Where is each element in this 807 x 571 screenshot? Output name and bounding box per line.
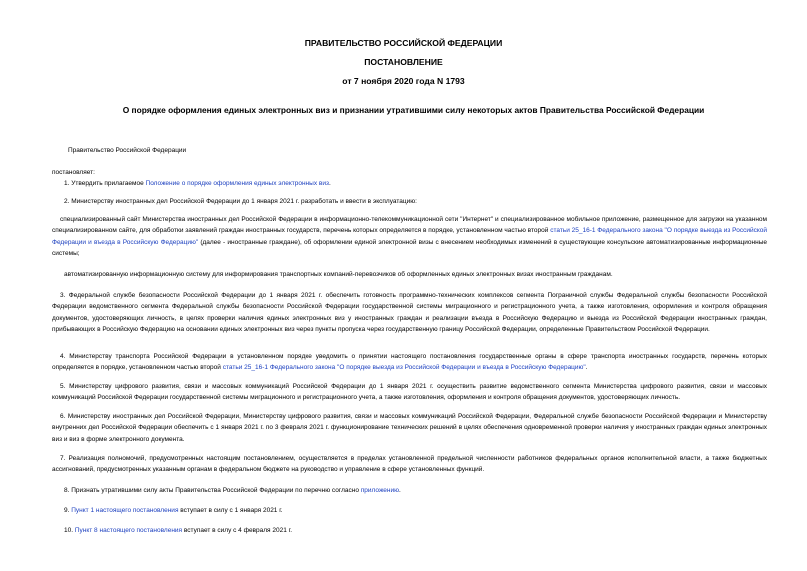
paragraph-9 (56, 505, 771, 516)
paragraph-9-text: вступает в силу с 1 января 2021 г. (178, 507, 283, 514)
paragraph-5: 5. Министерству цифрового развития, связи и массовых коммуникаций Российской Федерации до 1 января 2021 г. осуществить развитие ведомственного сегмента Министерства цифрового развития, связи и массовых коммуникаций Российской Федерации государственной системы миграционного и регистрационного учета, а также изготовления, оформления и контроля обращения документов, удостоверяющих личность. (52, 383, 767, 402)
paragraph-2: 2. Министерству иностранных дел Российской Федерации до 1 января 2021 г. разработать и ввести в эксплуатацию: (64, 198, 417, 205)
federal-law-link-2[interactable]: статьи 25_16-1 Федерального закона "О порядке выезда из Российской Федерации и въезда в Российскую Федерацию" (222, 364, 586, 372)
preamble: Правительство Российской Федерации (68, 147, 187, 154)
paragraph-6: 6. Министерству иностранных дел Российской Федерации, Министерству цифрового развития, связи и массовых коммуникаций Российской Федерации, Федеральной службе безопасности Российской Федерации и Министерству внутренних дел Российской Федерации обеспечить с 1 января 2021 г. по 3 февраля 2021 г. функционирование технических решений в целях обеспечения одновременной проверки наличия у иностранных граждан единых электронных виз и виз в форме электронного документа. (52, 413, 767, 443)
paragraph-4-text: 4. Министерству транспорта Российской Федерации в установленном порядке уведомить о принятии настоящего постановления государственные органы в сфере транспорта иностранных государств, перечень которых определяется в порядке, установленном частью второй (52, 353, 767, 372)
paragraph-4 (52, 351, 767, 374)
paragraph-7: 7. Реализация полномочий, предусмотренных настоящим постановлением, осуществляется в пределах установленной предельной численности работников федеральных органов исполнительной власти, а также бюджетных ассигнований, предусмотренных указанным органам в федеральном бюджете на руководство и управление в сфере установленных функций. (52, 455, 767, 474)
paragraph-1 (56, 178, 771, 189)
paragraph-10-text: вступает в силу с 4 февраля 2021 г. (182, 527, 293, 534)
document-date-number: от 7 ноября 2020 года N 1793 (342, 76, 465, 86)
appendix-link[interactable]: приложению (360, 487, 399, 494)
paragraph-3: 3. Федеральной службе безопасности Российской Федерации до 1 января 2021 г. обеспечить готовность программно-технических комплексов сегмента Пограничной службы Федеральной службы безопасности Российской Федерации ведомственного сегмента Федеральной службы безопасности Российской Федерации государственной системы миграционного и регистрационного учета, а также изготовления, оформления и контроля обращения документов, удостоверяющих личность, в целях проверки наличия единых электронных виз у иностранных граждан и реализации въезда в Российскую Федерацию и выезда из Российской Федерации иностранных граждан, прибывающих в Российскую Федерацию на основании единых электронных виз через пункты пропуска через государственную границу Российской Федерации, определенные Правительством Российской Федерации. (52, 292, 767, 333)
government-name: ПРАВИТЕЛЬСТВО РОССИЙСКОЙ ФЕДЕРАЦИИ (304, 38, 503, 48)
paragraph-1-end: . (328, 180, 331, 187)
paragraph-10 (56, 525, 771, 536)
paragraph-2b: автоматизированную информационную систему для информирования транспортных компаний-перевозчиков об оформленных единых электронных визах иностранным гражданам. (64, 271, 613, 278)
paragraph-2a-end: (далее - иностранные граждане), об оформлении единой электронной визы с внесением необходимых изменений в существующие консульские автоматизированные информационные системы; (52, 238, 767, 257)
paragraph-2a (52, 214, 767, 259)
paragraph-8 (56, 485, 771, 496)
paragraph-8-end: . (399, 487, 401, 494)
paragraph-2a-text: специализированный сайт Министерства иностранных дел Российской Федерации в информационно-телекоммуникационной сети "Интернет" и специализированное мобильное приложение, размещенное для загрузки на указанном специализированном сайте, для обработки заявлений граждан иностранных государств, перечень которых определяется в порядке, установленном частью второй (52, 216, 767, 235)
decides-line: постановляет: (52, 169, 95, 176)
paragraph-8-text: 8. Признать утратившими силу акты Правительства Российской Федерации по перечню согласно (64, 487, 361, 494)
paragraph-4-end: . (585, 364, 588, 372)
paragraph-10-number: 10. (64, 527, 75, 534)
clause-8-link[interactable]: Пункт 8 настоящего постановления (74, 527, 183, 534)
clause-1-link[interactable]: Пункт 1 настоящего постановления (71, 507, 179, 514)
document-title: О порядке оформления единых электронных виз и признании утратившими силу некоторых актов Правительства Российской Федерации (122, 105, 705, 115)
federal-law-link[interactable]: статьи 25_16-1 Федерального закона "О порядке выезда из Российской Федерации и въезда в Российскую Федерацию" (52, 227, 767, 246)
paragraph-9-number: 9. (64, 507, 72, 514)
paragraph-1-text: 1. Утвердить прилагаемое (64, 180, 146, 187)
document-type: ПОСТАНОВЛЕНИЕ (364, 57, 443, 67)
regulation-link[interactable]: Положение о порядке оформления единых электронных виз (145, 180, 329, 187)
